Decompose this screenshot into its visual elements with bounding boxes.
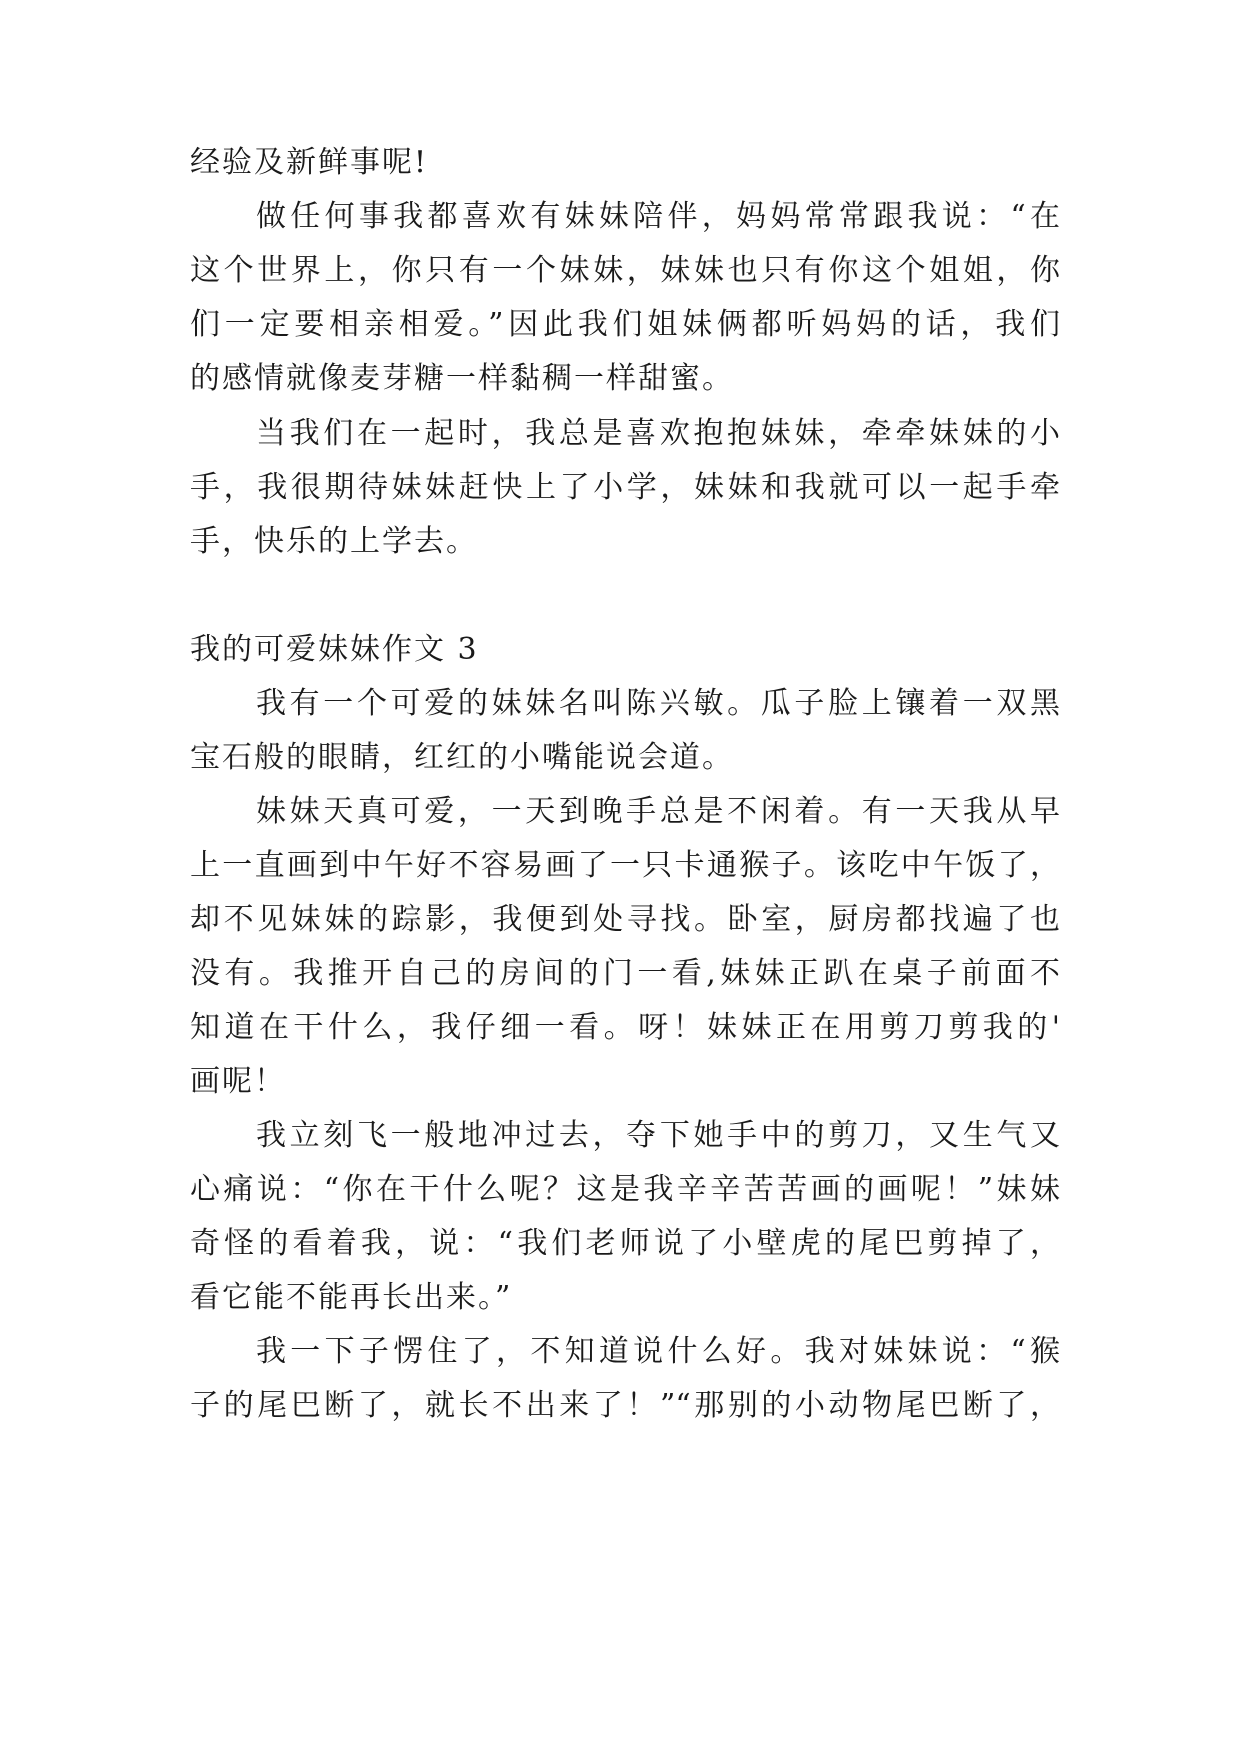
paragraph-line: 经验及新鲜事呢!	[190, 145, 429, 180]
paragraph-line: 知道在干什么，我仔细一看。呀！妹妹正在用剪刀剪我的'	[190, 1010, 1060, 1045]
paragraph-line: 手，快乐的上学去。	[190, 524, 478, 559]
paragraph-line: 们一定要相亲相爱。”因此我们姐妹俩都听妈妈的话，我们	[190, 307, 1060, 342]
paragraph-line: 心痛说：“你在干什么呢？这是我辛辛苦苦画的画呢！”妹妹	[190, 1172, 1060, 1207]
paragraph-line: 我一下子愣住了，不知道说什么好。我对妹妹说：“猴	[256, 1334, 1060, 1369]
paragraph-line: 当我们在一起时，我总是喜欢抱抱妹妹，牵牵妹妹的小	[256, 416, 1060, 451]
paragraph-line: 做任何事我都喜欢有妹妹陪伴，妈妈常常跟我说：“在	[256, 199, 1060, 234]
paragraph-line: 画呢！	[190, 1064, 286, 1099]
paragraph-line: 我立刻飞一般地冲过去，夺下她手中的剪刀，又生气又	[256, 1118, 1060, 1153]
paragraph-line: 却不见妹妹的踪影，我便到处寻找。卧室，厨房都找遍了也	[190, 902, 1060, 937]
paragraph-line: 我有一个可爱的妹妹名叫陈兴敏。瓜子脸上镶着一双黑	[256, 686, 1060, 721]
paragraph-line: 妹妹天真可爱，一天到晚手总是不闲着。有一天我从早	[256, 794, 1060, 829]
paragraph-line: 宝石般的眼睛，红红的小嘴能说会道。	[190, 740, 734, 775]
section-title: 我的可爱妹妹作文 3	[190, 632, 479, 667]
paragraph-line: 手，我很期待妹妹赶快上了小学，妹妹和我就可以一起手牵	[190, 470, 1060, 505]
paragraph-line: 子的尾巴断了，就长不出来了！”“那别的小动物尾巴断了，	[190, 1388, 1060, 1423]
paragraph-line: 这个世界上，你只有一个妹妹，妹妹也只有你这个姐姐，你	[190, 253, 1060, 288]
paragraph-line: 看它能不能再长出来。”	[190, 1280, 513, 1315]
paragraph-line: 奇怪的看着我，说：“我们老师说了小壁虎的尾巴剪掉了，	[190, 1226, 1060, 1261]
paragraph-line: 的感情就像麦芽糖一样黏稠一样甜蜜。	[190, 361, 734, 396]
paragraph-line: 上一直画到中午好不容易画了一只卡通猴子。该吃中午饭了，	[190, 848, 1060, 883]
paragraph-line: 没有。我推开自己的房间的门一看,妹妹正趴在桌子前面不	[190, 956, 1060, 991]
